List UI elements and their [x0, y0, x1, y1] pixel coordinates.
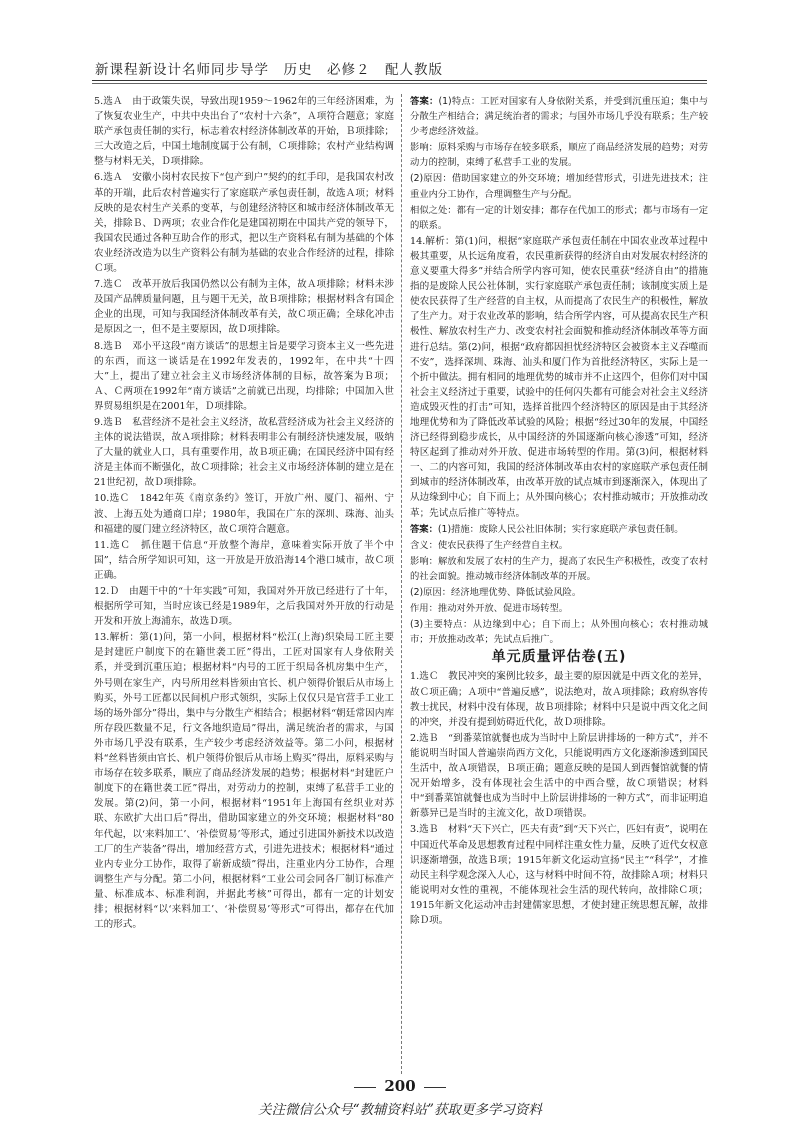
- answer-label: 答案：: [410, 523, 438, 535]
- page-number-dash-right: [424, 1087, 446, 1088]
- answer-text: (1)特点：工匠对国家有人身依附关系，并受到沉重压迫；集中与分散生产相结合；满足统治者的需求；与国外市场几乎没有联系；生产较少考虑经济效益。: [410, 96, 708, 138]
- answer-item: 13.解析：第(1)问，第一小问，根据材料“松江(上海)织染局工匠主要是封建匠户制度下的在籍世袭工匠”得出，工匠对国家有人身依附关系，并受到沉重压迫；根据材料“内号的工匠于织局各机房集中生产，外号则在家生产，内号所用丝料皆须由官长、机户领得价银后从市场上购买，外号工匠都以民间机户形式领织，实际上仅仅只是官营手工业工场的场外部分”得出，集中与分散生产相结合；根据材料“朝廷常因内库所存段匹数量不足，行文各地织造局”得出，满足统治者的需求，与国外市场几乎没有联系，生产较少考虑经济效益等。第二小问，根据材料“丝料皆须由官长、机户领得价银后从市场上购买”得出，原料采购与市场存在较多联系，顺应了商品经济发展的趋势；根据材料“封建匠户制度下的在籍世袭工匠”得出，对劳动力的控制，束缚了私营手工业的发展。第(2)问，第一小问，根据材料“1951年上海国有丝织业对苏联、东欧扩大出口后”得出，借助国家建立的外交环境；根据材料“80年代起，以‘来料加工’、‘补偿贸易’等形式，通过引进国外新技术以改造工厂的生产装备”得出，增加经营方式，引进先进技术；根据材料“通过业内专业分工协作，取得了崭新成绩”得出，注重业内分工协作，合理调整生产与分配。第二小问，根据材料“工业公司会同各厂制订标准产量、标准成本、标准利润，并据此考核”可得出，都有一定的计划安排；根据材料“以‘来料加工’、‘补偿贸易’等形式”可得出，都存在代加工的形式。: [94, 632, 395, 931]
- answer-item: 10.选Ｃ 1842年英《南京条约》签订，开放广州、厦门、福州、宁波、上海五处为通商口岸；1980年，我国在广东的深圳、珠海、汕头和福建的厦门建立经济特区，故Ｃ项符合题意。: [94, 493, 394, 535]
- header-rule-thin: [92, 83, 707, 84]
- left-column: [94, 94, 394, 933]
- answer-item: 1.选Ｃ 教民冲突的案例比较多，最主要的原因就是中西文化的差异，故Ｃ项正确；Ａ项中“普遍反感”，说法绝对，故Ａ项排除；政府纵容传教士扰民，材料中没有体现，故Ｂ项排除；材料中只是说中西文化之间的冲突，并没有提到妨碍近代化，故Ｄ项排除。: [410, 671, 708, 728]
- answer-line: 影响：原料采购与市场存在较多联系，顺应了商品经济发展的趋势；对劳动力的控制，束缚了私营手工业的发展。: [410, 142, 708, 169]
- footer-note: 关注微信公众号“教辅资料站”获取更多学习资料: [258, 1102, 542, 1118]
- answer-item: 11.选Ｃ 抓住题干信息“开放整个海岸，意味着实际开放了半个中国”，结合所学知识可知，这一开放是开放沿海14个港口城市，故Ｃ项正确。: [94, 539, 394, 581]
- answer-item: 14.解析：第(1)问，根据“家庭联产承包责任制在中国农业改革过程中极其重要，从长远角度看，农民重新获得的经济自由对发展农村经济的意义要重大得多”并结合所学内容可知，使农民重获“经济自由”的措施指的是废除人民公社体制，实行家庭联产承包责任制；该制度实质上是使农民获得了生产经营的自主权，从而提高了农民生产的积极性，解放了生产力。对于农业改革的影响，结合所学内容，可从提高农民生产积极性、解放农村生产力、改变农村社会面貌和推动经济体制改革等方面进行总结。第(2)问，根据“政府都因担忧经济特区会被资本主义吞噬而不安”，选择深圳、珠海、汕头和厦门作为首批经济特区，实际上是一个折中做法。拥有相同的地理优势的城市并不止这四个，但你们对中国社会主义经济过于重要，试验中的任何闪失都有可能会对社会主义经济造成毁灭性的打击”可知，选择首批四个经济特区的原因是由于其经济地理优势和为了降低改革试验的风险；根据“经过30年的发展，中国经济已经得到稳步成长，从中国经济的外国逐渐向核心渗透”可知，经济特区起到了推动对外开放、促进市场转型的作用。第(3)问，根据材料一、二的内容可知，我国的经济体制改革由农村的家庭联产承包责任制到城市的经济体制改革，由改革开放的试点城市到逐渐深入，体现出了从边缘到中心；自下而上；从外围向核心；农村推动城市；开放推动改革；先试点后推广等特点。: [410, 235, 708, 519]
- running-header: 新课程新设计名师同步导学 历史 必修２ 配人教版: [95, 62, 443, 78]
- answer-item: 2.选Ｂ “到番菜馆就餐也成为当时中上阶层讲排场的一种方式”，并不能说明当时国人普遍崇尚西方文化，只能说明西方文化逐渐渗透到国民生活中，故Ａ项错误，Ｂ项正确；题意反映的是国人到西餐馆就餐的情况开始增多，没有体现社会生活中的中西合璧，故Ｃ项错误；材料中“到番菜馆就餐也成为当时中上阶层讲排场的一种方式”，而非证明追新慕异已是当时的主流文化，故Ｄ项错误。: [410, 732, 708, 820]
- answer-item: 9.选Ｂ 私营经济不是社会主义经济，故私营经济成为社会主义经济的主体的说法错误，故Ａ项排除；材料表明非公有制经济快速发展，吸纳了大量的就业人口，具有重要作用，故Ｂ项正确；在国民经济中国有经济是主体而不断强化，故Ｃ项排除；社会主义市场经济体制的建立是在21世纪初，故Ｄ项排除。: [94, 416, 394, 489]
- page-number: [0, 1077, 800, 1095]
- answer-item: 5.选Ａ 由于政策失误，导致出现1959～1962年的三年经济困难，为了恢复农业生产，中共中央出台了“农村十六条”，Ａ项符合题意；家庭联产承包责任制的实行，标志着农村经济体制改革的开始，Ｂ项排除；三大改造之后，中国土地制度属于公有制，Ｃ项排除；农村产业结构调整与材料无关，Ｄ项排除。: [94, 96, 394, 168]
- answer-line: (2)原因：借助国家建立的外交环境；增加经营形式，引进先进技术；注重业内分工协作，合理调整生产与分配。: [410, 173, 708, 200]
- answer-block: [410, 522, 708, 537]
- page-number-dash-left: [354, 1087, 376, 1088]
- answer-line: (3)主要特点：从边缘到中心；自下而上；从外围向核心；农村推动城市；开放推动改革；先试点后推广。: [410, 619, 708, 646]
- answer-line: 影响：解放和发展了农村的生产力，提高了农民生产积极性，改变了农村的社会面貌。推动城市经济体制改革的开展。: [410, 555, 708, 582]
- answer-item: 7.选Ｃ 改革开放后我国仍然以公有制为主体，故Ａ项排除；材料未涉及国产品牌质量问题，且与题干无关，故Ｂ项排除；根据材料含有国企企业的出现，可知与我国经济体制改革有关，故Ｃ项正确；全球化冲击是原因之一，但不是主要原因，故Ｄ项排除。: [94, 279, 394, 336]
- answer-item: 6.选Ａ 安徽小岗村农民按下“包产到户”契约的红手印，是我国农村改革的开端，此后农村普遍实行了家庭联产承包责任制，故选Ａ项；材料反映的是农村生产关系的变革，与创建经济特区和城市经济体制改革无关，排除Ｂ、Ｄ两项；农业合作化是建国初期在中国共产党的领导下，我国农民通过各种互助合作的形式，把以生产资料私有制为基础的个体农业经济改造为以生产资料公有制为基础的农业合作经济的过程，排除Ｃ项。: [94, 172, 394, 275]
- page-number-text: 200: [384, 1077, 416, 1095]
- header-rule: [92, 80, 707, 81]
- answer-line: 相似之处：都有一定的计划安排；都存在代加工的形式；都与市场有一定的联系。: [410, 204, 708, 231]
- answer-item: 12.Ｄ 由题干中的“十年实践”可知，我国对外开放已经进行了十年，根据所学可知，当时应该已经是1989年，之后我国对外开放的行动是开发和开放上海浦东，故选Ｄ项。: [94, 586, 394, 628]
- answer-line: (2)原因：经济地理优势、降低试验风险。: [410, 587, 582, 598]
- section-title: 单元质量评估卷(五): [491, 649, 627, 666]
- answer-item: 3.选Ｂ 材料“天下兴亡，匹夫有责”到“天下兴亡，匹妇有责”，说明在中国近代革命及思想教育过程中同样注重女性力量，反映了近代女权意识逐渐增强，故选Ｂ项；1915年新文化运动宣扬“民主”“科学”，才推动民主科学观念深入人心，这与材料中时间不符，故排除Ａ项；材料只能说明对女性的重视，不能体现社会生活的现代转向，故排除Ｃ项；1915年新文化运动冲击封建儒家思想，才使封建正统思想瓦解，故排除Ｄ项。: [410, 824, 708, 926]
- answer-label: 答案：: [410, 96, 439, 107]
- answer-line: 含义：使农民获得了生产经营自主权。: [410, 539, 569, 551]
- column-divider: [401, 94, 402, 1074]
- answer-line: 作用：推动对外开放、促进市场转型。: [410, 603, 569, 615]
- answer-item: 8.选Ｂ 邓小平这段“南方谈话”的思想主旨是要学习资本主义一些先进的东西，而这一谈话是在1992年发表的，1992年，在中共“十四大”上，提出了建立社会主义市场经济体制的目标，故答案为Ｂ项；Ａ、Ｃ两项在1992年“南方谈话”之前就已出现，均排除；中国加入世界贸易组织是在2001年，Ｄ项排除。: [94, 340, 394, 412]
- answer-text: (1)措施：废除人民公社旧体制；实行家庭联产承包责任制。: [437, 523, 684, 535]
- right-column: [410, 94, 708, 929]
- answer-block: [410, 94, 708, 139]
